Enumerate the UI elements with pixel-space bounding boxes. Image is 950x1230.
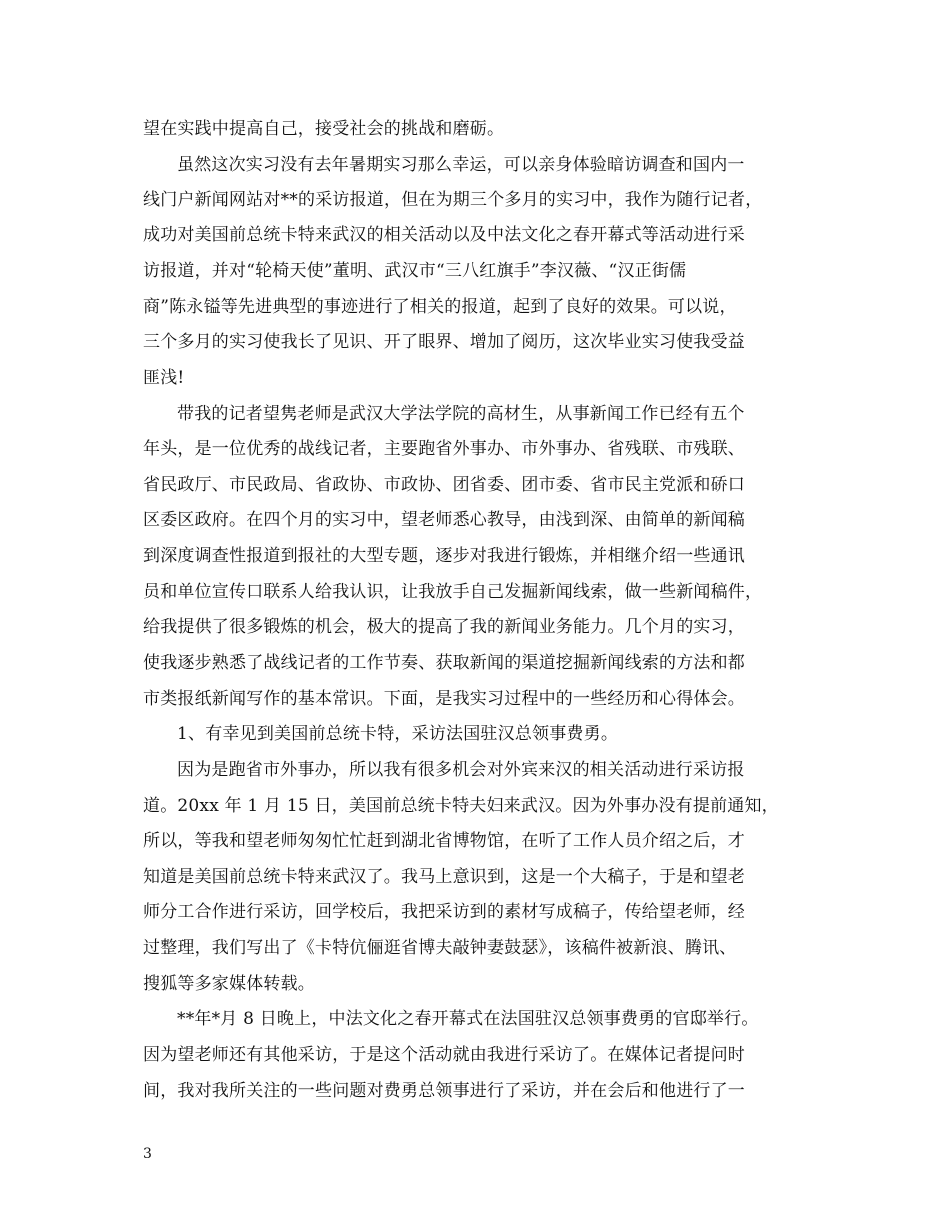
text-line: 线门户新闻网站对**的采访报道，但在为期三个多月的实习中，我作为随行记者，: [143, 190, 763, 210]
text-line: 因为望老师还有其他采访，于是这个活动就由我进行采访了。在媒体记者提问时: [143, 1045, 745, 1065]
text-line: 虽然这次实习没有去年暑期实习那么幸运，可以亲身体验暗访调查和国内一: [177, 155, 745, 175]
text-line: 到深度调查性报道到报社的大型专题，逐步对我进行锻炼，并相继介绍一些通讯: [143, 546, 745, 566]
text-line: 给我提供了很多锻炼的机会，极大的提高了我的新闻业务能力。几个月的实习，: [143, 617, 745, 637]
text-line: 道。20xx 年 1 月 15 日，美国前总统卡特夫妇来武汉。因为外事办没有提前通知，: [143, 796, 779, 816]
text-line: 间，我对我所关注的一些问题对费勇总领事进行了采访，并在会后和他进行了一: [143, 1081, 745, 1101]
text-line: 知道是美国前总统卡特来武汉了。我马上意识到，这是一个大稿子，于是和望老: [143, 867, 745, 887]
text-line: **年*月 8 日晚上，中法文化之春开幕式在法国驻汉总领事费勇的官邸举行。: [177, 1009, 759, 1029]
text-line: 成功对美国前总统卡特来武汉的相关活动以及中法文化之春开幕式等活动进行采: [143, 225, 745, 245]
text-line: 过整理，我们写出了《卡特伉俪逛省博夫敲钟妻鼓瑟》，该稿件被新浪、腾讯、: [143, 938, 737, 958]
section-heading: 1、有幸见到美国前总统卡特，采访法国驻汉总领事费勇。: [177, 724, 619, 744]
text-line: 员和单位宣传口联系人给我认识，让我放手自己发掘新闻线索，做一些新闻稿件，: [143, 582, 763, 602]
text-line: 商”陈永镒等先进典型的事迹进行了相关的报道，起到了良好的效果。可以说，: [143, 297, 737, 317]
text-line: 省民政厅、市民政局、省政协、市政协、团省委、团市委、省市民主党派和硚口: [143, 475, 745, 495]
text-line: 搜狐等多家媒体转载。: [143, 974, 315, 994]
text-line: 市类报纸新闻写作的基本常识。下面，是我实习过程中的一些经历和心得体会。: [143, 689, 745, 709]
text-line: 师分工合作进行采访，回学校后，我把采访到的素材写成稿子，传给望老师，经: [143, 902, 745, 922]
text-line: 望在实践中提高自己，接受社会的挑战和磨砺。: [143, 119, 505, 139]
text-line: 使我逐步熟悉了战线记者的工作节奏、获取新闻的渠道挖掘新闻线索的方法和都: [143, 653, 745, 673]
text-line: 年头，是一位优秀的战线记者，主要跑省外事办、市外事办、省残联、市残联、: [143, 439, 745, 459]
text-line: 三个多月的实习使我长了见识、开了眼界、增加了阅历，这次毕业实习使我受益: [143, 332, 745, 352]
text-line: 访报道，并对“轮椅天使”董明、武汉市“三八红旗手”李汉薇、“汉正街儒: [143, 261, 687, 281]
text-line: 带我的记者望隽老师是武汉大学法学院的高材生，从事新闻工作已经有五个: [177, 404, 745, 424]
text-line: 因为是跑省市外事办，所以我有很多机会对外宾来汉的相关活动进行采访报: [177, 760, 745, 780]
text-line: 匪浅!: [143, 368, 185, 388]
text-line: 所以，等我和望老师匆匆忙忙赶到湖北省博物馆，在听了工作人员介绍之后，才: [143, 831, 745, 851]
text-line: 区委区政府。在四个月的实习中，望老师悉心教导，由浅到深、由简单的新闻稿: [143, 510, 745, 530]
page-number: 3: [143, 1146, 152, 1162]
